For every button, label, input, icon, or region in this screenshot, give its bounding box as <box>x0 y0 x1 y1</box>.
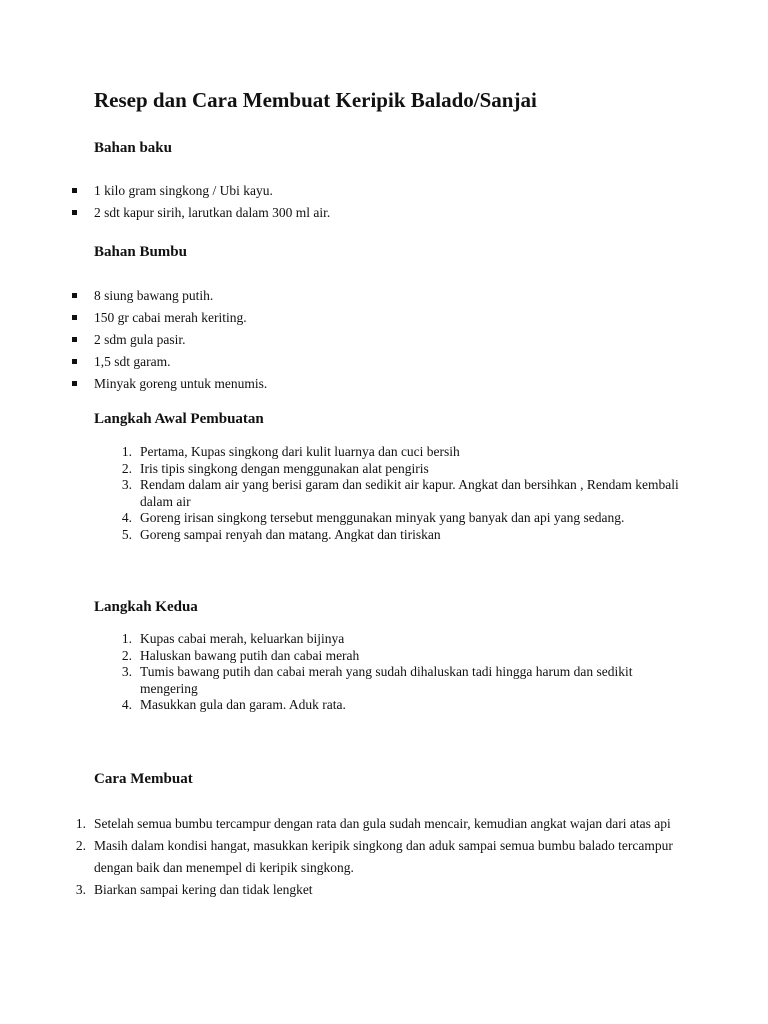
step-number: 2. <box>121 647 132 663</box>
list-item <box>121 460 680 478</box>
list-item: 2 sdt kapur sirih, larutkan dalam 300 ml air. <box>72 202 330 224</box>
step-text: Goreng sampai renyah dan matang. Angkat dan tiriskan <box>140 526 441 542</box>
step-text: Rendam dalam air yang berisi garam dan sedikit air kapur. Angkat dan bersihkan , Rendam kembali dalam air <box>140 477 679 509</box>
section-heading-cara-membuat: Cara Membuat <box>94 771 193 787</box>
langkah-awal-steps <box>121 444 680 543</box>
bahan-baku-list <box>72 180 330 224</box>
step-number: 1. <box>75 816 86 831</box>
step-text: Pertama, Kupas singkong dari kulit luarnya dan cuci bersih <box>140 444 460 459</box>
step-number: 4. <box>121 510 132 525</box>
list-item <box>121 477 680 510</box>
step-number: 3. <box>121 664 132 679</box>
step-text: Tumis bawang putih dan cabai merah yang sudah dihaluskan tadi hingga harum dan sedikit mengering <box>140 664 633 696</box>
list-item: 2 sdm gula pasir. <box>72 329 267 351</box>
step-text: Masih dalam kondisi hangat, masukkan keripik singkong dan aduk sampai semua bumbu balado tercampur dengan baik dan menempel di keripik singkong. <box>94 838 673 875</box>
step-text: Kupas cabai merah, keluarkan bijinya <box>140 631 345 646</box>
step-number: 2. <box>75 838 86 853</box>
list-item: 1 kilo gram singkong / Ubi kayu. <box>72 180 330 202</box>
list-item <box>121 444 680 461</box>
step-text: Biarkan sampai kering dan tidak lengket <box>94 882 313 897</box>
list-item <box>75 813 684 835</box>
list-item <box>121 510 680 527</box>
list-item: 8 siung bawang putih. <box>72 285 267 307</box>
section-heading-langkah-kedua: Langkah Kedua <box>94 599 198 615</box>
step-number: 2. <box>121 460 132 476</box>
step-text: Haluskan bawang putih dan cabai merah <box>140 647 360 663</box>
bahan-bumbu-list <box>72 285 267 395</box>
section-heading-bahan-bumbu: Bahan Bumbu <box>94 244 187 260</box>
cara-membuat-steps <box>75 813 684 901</box>
section-heading-langkah-awal: Langkah Awal Pembuatan <box>94 411 264 427</box>
step-number: 4. <box>121 697 132 712</box>
step-text: Iris tipis singkong dengan menggunakan alat pengiris <box>140 460 429 476</box>
step-text: Masukkan gula dan garam. Aduk rata. <box>140 697 346 712</box>
langkah-kedua-steps <box>121 631 680 714</box>
list-item: 1,5 sdt garam. <box>72 351 267 373</box>
step-number: 5. <box>121 526 132 542</box>
list-item <box>121 697 680 714</box>
list-item <box>121 664 680 697</box>
step-text: Setelah semua bumbu tercampur dengan rata dan gula sudah mencair, kemudian angkat wajan dari atas api <box>94 816 671 831</box>
list-item <box>75 879 684 901</box>
list-item <box>121 526 680 544</box>
step-number: 1. <box>121 631 132 646</box>
section-heading-bahan-baku: Bahan baku <box>94 140 172 156</box>
step-text: Goreng irisan singkong tersebut menggunakan minyak yang banyak dan api yang sedang. <box>140 510 625 525</box>
list-item <box>121 631 680 648</box>
document-title: Resep dan Cara Membuat Keripik Balado/Sanjai <box>94 88 537 112</box>
list-item: Minyak goreng untuk menumis. <box>72 373 267 395</box>
step-number: 3. <box>121 477 132 492</box>
step-number: 3. <box>75 882 86 897</box>
list-item <box>121 647 680 665</box>
list-item <box>75 835 684 879</box>
step-number: 1. <box>121 444 132 459</box>
list-item: 150 gr cabai merah keriting. <box>72 307 267 329</box>
